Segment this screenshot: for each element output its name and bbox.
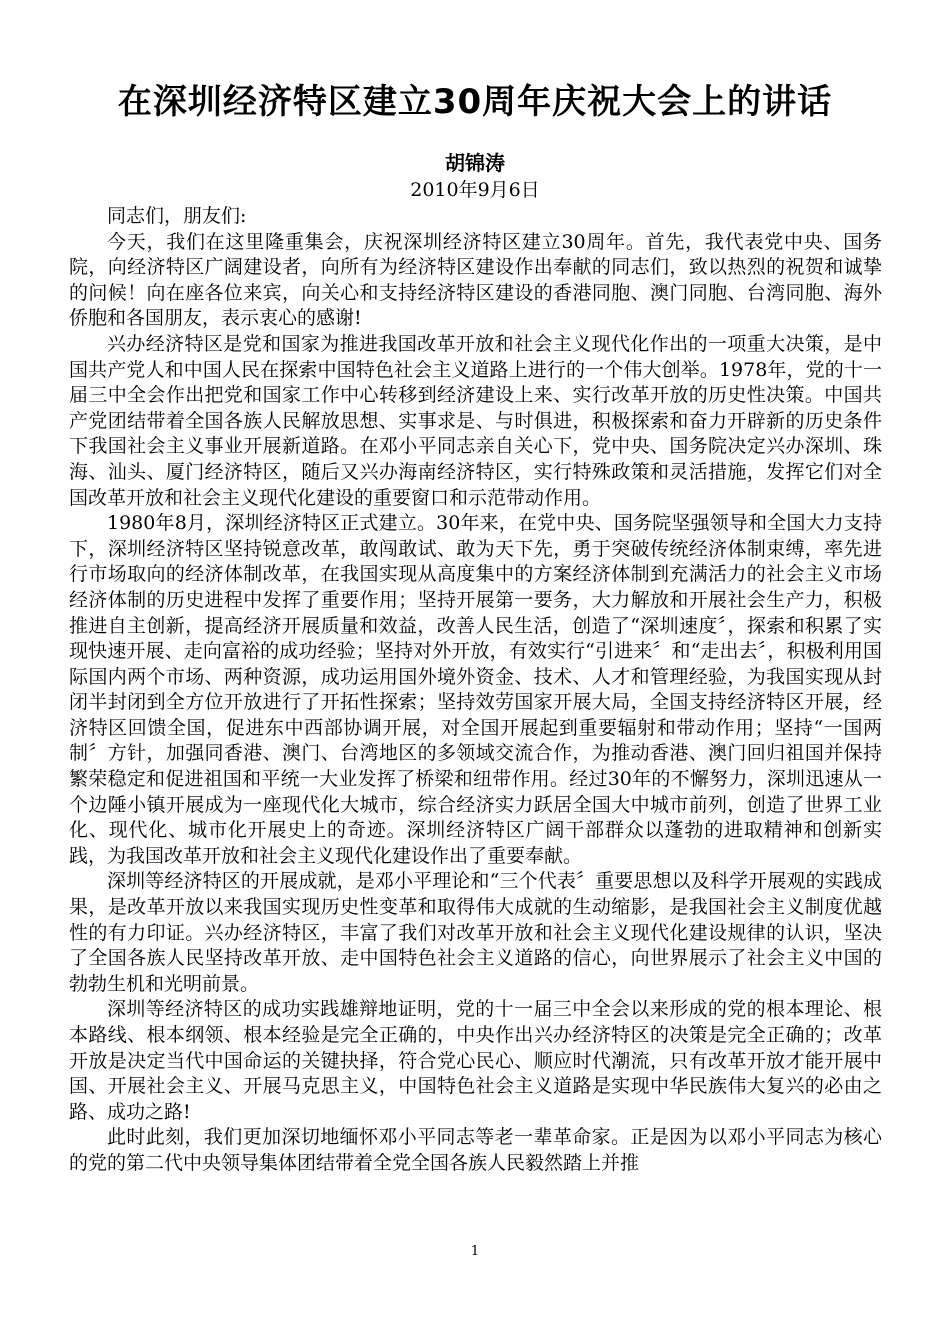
body-paragraph: 今天，我们在这里隆重集会，庆祝深圳经济特区建立30周年。首先，我代表党中央、国务院，向经济特区广阔建设者，向所有为经济特区建设作出奉献的同志们，致以热烈的祝贺和诚挚的问候！向在座各位来宾，向关心和支持经济特区建设的香港同胞、澳门同胞、台湾同胞、海外侨胞和各国朋友，表示衷心的感谢! [69,230,882,330]
body-paragraph: 兴办经济特区是党和国家为推进我国改革开放和社会主义现代化作出的一项重大决策，是中国共产党人和中国人民在探索中国特色社会主义道路上进行的一个伟大创举。1978年，党的十一届三中全会作出把党和国家工作中心转移到经济建设上来、实行改革开放的历史性决策。中国共产党团结带着全国各族人民解放思想、实事求是、与时俱进，积极探索和奋力开辟新的历史条件下我国社会主义事业开展新道路。在邓小平同志亲自关心下，党中央、国务院决定兴办深圳、珠海、汕头、厦门经济特区，随后又兴办海南经济特区，实行特殊政策和灵活措施，发挥它们对全国改革开放和社会主义现代化建设的重要窗口和示范带动作用。 [69,332,882,509]
body-paragraph: 此时此刻，我们更加深切地缅怀邓小平同志等老一辈革命家。正是因为以邓小平同志为核心的党的第二代中央领导集体团结带着全党全国各族人民毅然踏上并推 [69,1126,882,1174]
page-number: 1 [470,1244,480,1259]
salutation-paragraph: 同志们，朋友们: [107,205,247,227]
speech-body [69,204,882,1177]
body-paragraph: 1980年8月，深圳经济特区正式建立。30年来，在党中央、国务院坚强领导和全国大力支持下，深圳经济特区坚持锐意改革，敢闯敢试、敢为天下先，勇于突破传统经济体制束缚，率先进行市场取向的经济体制改革，在我国实现从高度集中的方案经济体制到充满活力的社会主义市场经济体制的历史进程中发挥了重要作用；坚持开展第一要务，大力解放和开展社会生产力，积极推进自主创新，提高经济开展质量和效益，改善人民生活，创造了“深圳速度〞，探索和积累了实现快速开展、走向富裕的成功经验；坚持对外开放，有效实行“引进来〞和“走出去〞，积极利用国际国内两个市场、两种资源，成功运用国外境外资金、技术、人才和管理经验，为我国实现从封闭半封闭到全方位开放进行了开拓性探索；坚持效劳国家开展大局，全国支持经济特区开展，经济特区回馈全国，促进东中西部协调开展，对全国开展起到重要辐射和带动作用；坚持“一国两制〞方针，加强同香港、澳门、台湾地区的多领域交流合作，为推动香港、澳门回归祖国并保持繁荣稳定和促进祖国和平统一大业发挥了桥梁和纽带作用。经过30年的不懈努力，深圳迅速从一个边陲小镇开展成为一座现代化大城市，综合经济实力跃居全国大中城市前列，创造了世界工业化、现代化、城市化开展史上的奇迹。深圳经济特区广阔干部群众以蓬勃的进取精神和创新实践，为我国改革开放和社会主义现代化建设作出了重要奉献。 [69,512,882,867]
body-paragraph: 深圳等经济特区的开展成就，是邓小平理论和“三个代表〞重要思想以及科学开展观的实践成果，是改革开放以来我国实现历史性变革和取得伟大成就的生动缩影，是我国社会主义制度优越性的有力印证。兴办经济特区，丰富了我们对改革开放和社会主义现代化建设规律的认识，坚决了全国各族人民坚持改革开放、走中国特色社会主义道路的信心，向世界展示了社会主义中国的勃勃生机和光明前景。 [69,870,882,995]
author-name: 胡锦涛 [445,151,505,175]
body-paragraph: 深圳等经济特区的成功实践雄辩地证明，党的十一届三中全会以来形成的党的根本理论、根本路线、根本纲领、根本经验是完全正确的，中央作出兴办经济特区的决策是完全正确的；改革开放是决定当代中国命运的关键抉择，符合党心民心、顺应时代潮流，只有改革开放才能开展中国、开展社会主义、开展马克思主义，中国特色社会主义道路是实现中华民族伟大复兴的必由之路、成功之路! [69,998,882,1123]
speech-date: 2010年9月6日 [410,179,540,201]
document-title: 在深圳经济特区建立30周年庆祝大会上的讲话 [117,82,833,122]
